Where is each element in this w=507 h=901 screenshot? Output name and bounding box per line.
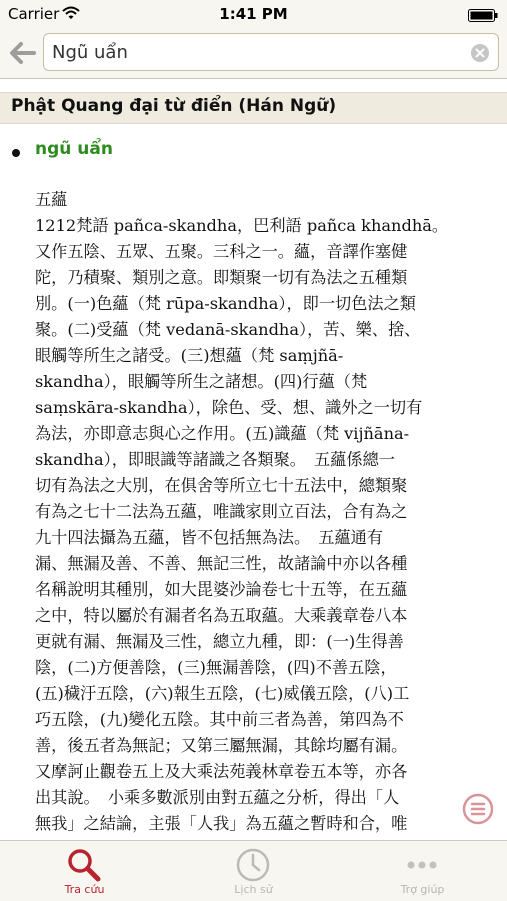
definition-line: 聚。(二)受蘊（梵 vedanā-skandha），苦、樂、捨、: [35, 320, 421, 339]
search-input[interactable]: [52, 37, 462, 67]
tab-search[interactable]: [0, 841, 169, 901]
battery-icon: [468, 8, 498, 26]
definition-line: 為法，亦即意志與心之作用。(五)識蘊（梵 vijñāna-: [35, 424, 410, 443]
carrier-label: Carrier: [8, 5, 60, 23]
definition-line: 九十四法攝為五蘊，皆不包括無為法。 五蘊通有: [35, 528, 384, 547]
definition-line: 漏、無漏及善、不善、無記三性，故諸論中亦以各種: [35, 554, 408, 573]
more-dots-icon: [404, 847, 440, 883]
search-field[interactable]: [43, 33, 499, 71]
clock-icon: [235, 847, 271, 883]
definition-line: 眼觸等所生之諸受。(三)想蘊（梵 saṃjñā-: [35, 346, 344, 365]
definition-line: 更就有漏、無漏及三性，總立九種，即：(一)生得善: [35, 632, 404, 651]
definition-line: 陀，乃積聚、類別之意。即類聚一切有為法之五種類: [35, 268, 408, 287]
menu-fab[interactable]: [462, 793, 494, 825]
back-arrow-icon[interactable]: [6, 37, 38, 69]
search-icon: [66, 847, 102, 883]
definition-line: 別。(一)色蘊（梵 rūpa-skandha），即一切色法之類: [35, 294, 416, 313]
definition-line: 名稱說明其種別，如大毘婆沙論卷七十五等，在五蘊: [35, 580, 408, 599]
definition-line: 1212梵語 pañca-skandha，巴利語 pañca khandhā。: [35, 216, 449, 235]
status-bar: [0, 0, 507, 28]
headword: ngũ uẩn: [35, 139, 113, 159]
clear-search-icon[interactable]: [470, 43, 490, 63]
definition-line: (五)穢汙五陰，(六)報生五陰，(七)威儀五陰，(八)工: [35, 684, 410, 703]
tab-help[interactable]: [338, 841, 507, 901]
definition-line: skandha），即眼識等諸識之各類聚。 五蘊係總一: [35, 450, 395, 469]
tab-history[interactable]: [169, 841, 338, 901]
definition-line: 無我」之結論，主張「人我」為五蘊之暫時和合，唯: [35, 814, 408, 833]
definition-line: 陰，(二)方便善陰，(三)無漏善陰，(四)不善五陰，: [35, 658, 397, 677]
definition-line: 善，後五者為無記；又第三屬無漏，其餘均屬有漏。: [35, 736, 408, 755]
definition-line: 出其說。 小乘多數派別由對五蘊之分析，得出「人: [35, 788, 400, 807]
definition-line: 五蘊: [35, 190, 68, 209]
definition-line: 又摩訶止觀卷五上及大乘法苑義林章卷五本等，亦各: [35, 762, 408, 781]
definition-line: 又作五陰、五眾、五聚。三科之一。蘊，音譯作塞健: [35, 242, 408, 261]
definition-line: saṃskāra-skandha），除色、受、想、識外之一切有: [35, 398, 423, 417]
dictionary-header: [0, 92, 507, 124]
definition-line: 切有為法之大別，在俱舍等所立七十五法中，總類聚: [35, 476, 408, 495]
dictionary-name: Phật Quang đại từ điển (Hán Ngữ): [11, 96, 337, 116]
bullet-icon: [12, 149, 20, 157]
definition-line: 有為之七十二法為五蘊，唯識家則立百法，合有為之: [35, 502, 408, 521]
search-bar: [0, 28, 507, 79]
definition-line: 之中，特以屬於有漏者名為五取蘊。大乘義章卷八本: [35, 606, 408, 625]
entry-content: [0, 79, 507, 840]
tab-help-label: Trợ giúp: [400, 883, 445, 896]
tab-history-label: Lịch sử: [234, 883, 273, 896]
tab-search-label: Tra cứu: [64, 883, 105, 896]
definition-line: 巧五陰，(九)變化五陰。其中前三者為善，第四為不: [35, 710, 404, 729]
definition-text: [35, 187, 501, 889]
tab-bar: [0, 840, 507, 901]
clock-time: 1:41 PM: [219, 5, 288, 23]
definition-line: skandha），眼觸等所生之諸想。(四)行蘊（梵: [35, 372, 368, 391]
